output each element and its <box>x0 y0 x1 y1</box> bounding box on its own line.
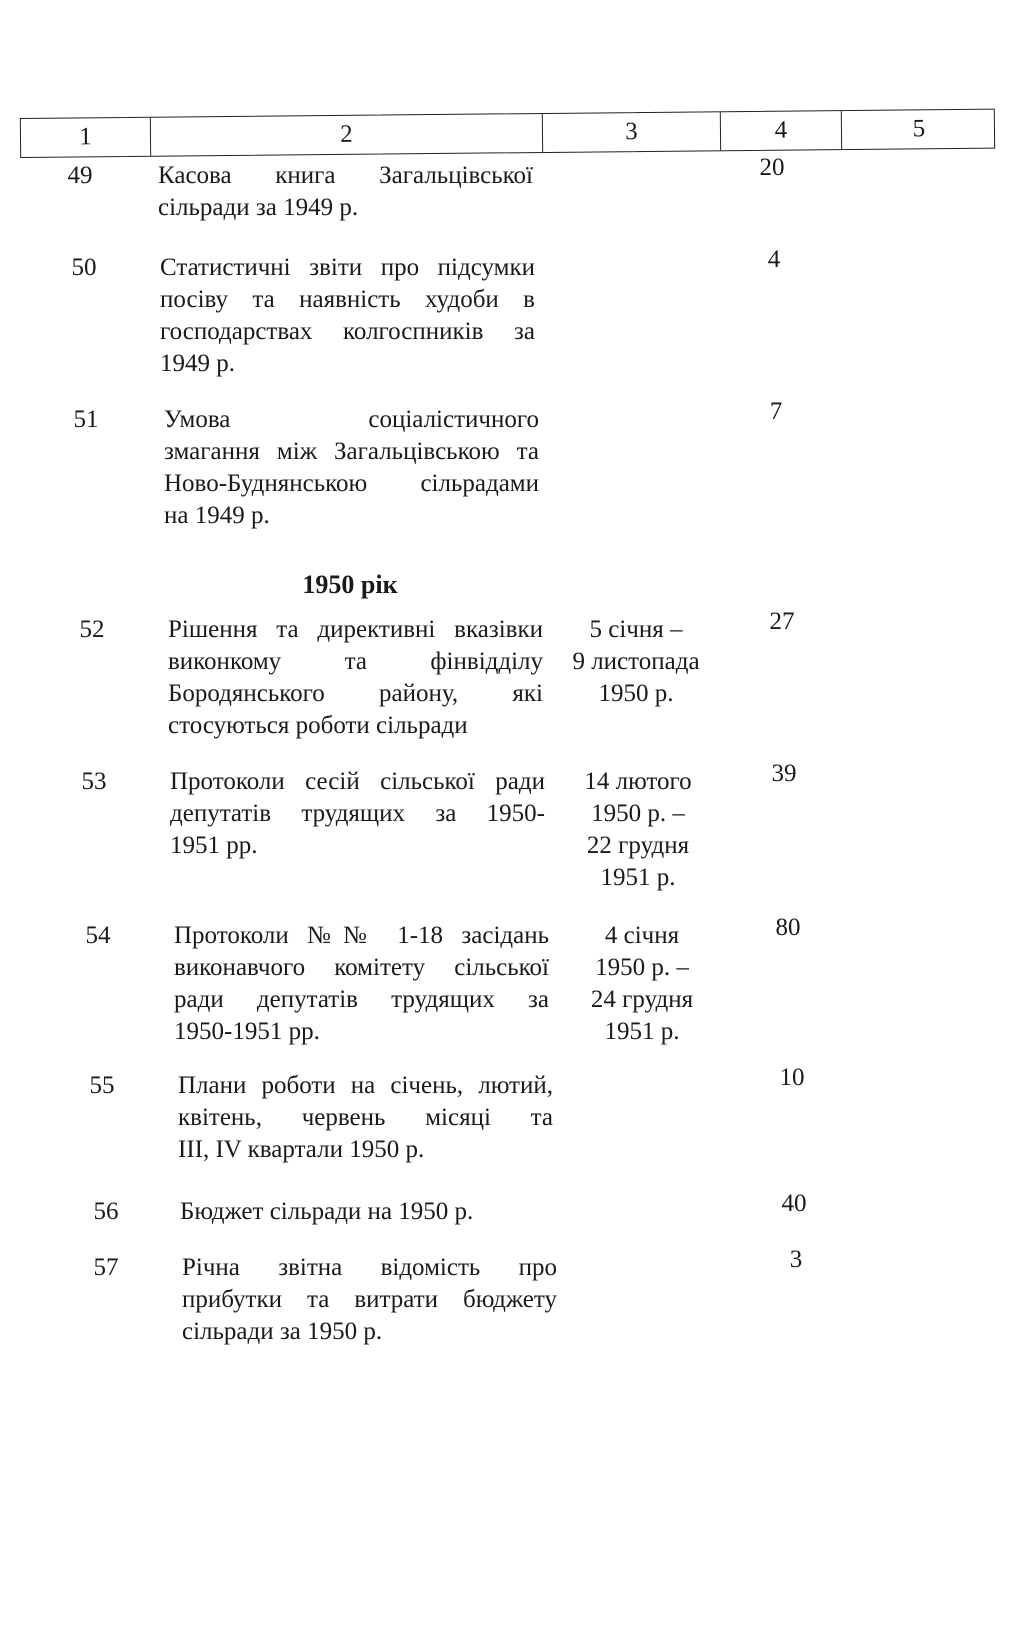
header-col-5: 5 <box>912 115 926 143</box>
item-sheet-count: 3 <box>789 1246 803 1273</box>
item-title <box>160 252 535 380</box>
item-title-line: Ново-Буднянською сільрадами <box>164 470 539 497</box>
item-date-line: 1950 р. – <box>591 800 685 827</box>
item-title-line: сільради за 1950 р. <box>182 1318 383 1345</box>
item-title <box>164 404 539 532</box>
item-title-line: 1950-1951 рр. <box>174 1018 320 1045</box>
item-title <box>168 614 543 742</box>
item-title-line: сільради за 1949 р. <box>158 194 359 221</box>
item-sheet-count: 7 <box>769 398 783 425</box>
item-number: 55 <box>89 1072 115 1099</box>
item-title <box>180 1196 555 1228</box>
item-title-line: ІІІ, IV квартали 1950 р. <box>178 1136 425 1163</box>
item-title-line: Касова книга Загальцівської <box>158 162 533 189</box>
item-title-line: виконкому та фінвідділу <box>168 648 543 675</box>
column-number-header <box>20 109 995 158</box>
header-col-1: 1 <box>21 118 151 157</box>
item-date-line: 9 листопада <box>572 648 700 675</box>
item-number: 51 <box>73 406 99 433</box>
item-title-line: Протоколи №№ 1-18 засідань <box>174 922 549 949</box>
header-col-2: 2 <box>151 114 543 156</box>
item-title-line: прибутки та витрати бюджету <box>182 1286 557 1313</box>
item-title-line: виконавчого комітету сільської <box>174 954 549 981</box>
item-sheet-count: 39 <box>771 760 797 787</box>
item-sheet-count: 40 <box>781 1190 807 1217</box>
item-title-line: Бородянського району, які <box>168 680 543 707</box>
item-number: 53 <box>81 768 107 795</box>
item-title-line: 1949 р. <box>160 350 235 377</box>
item-title-line: на 1949 р. <box>164 502 270 529</box>
item-title-line: стосуються роботи сільради <box>168 712 468 739</box>
item-date-line: 5 січня – <box>589 616 683 643</box>
item-number: 52 <box>79 616 105 643</box>
item-sheet-count: 27 <box>769 608 795 635</box>
item-title <box>174 920 549 1048</box>
item-number: 54 <box>85 922 111 949</box>
item-date-range <box>558 766 718 894</box>
header-col-4: 4 <box>721 111 842 150</box>
item-number: 56 <box>93 1198 119 1225</box>
item-title-line: квітень, червень місяці та <box>178 1104 553 1131</box>
item-date-line: 1950 р. <box>598 680 674 707</box>
item-date-line: 1950 р. – <box>595 954 689 981</box>
item-title-line: 1951 рр. <box>170 832 258 859</box>
item-title-line: Рішення та директивні вказівки <box>168 616 543 643</box>
item-date-line: 1951 р. <box>600 864 676 891</box>
item-title-line: ради депутатів трудящих за <box>174 986 549 1013</box>
item-title-line: посіву та наявність худоби в <box>160 286 535 313</box>
item-number: 49 <box>67 162 93 189</box>
item-date-line: 1951 р. <box>604 1018 680 1045</box>
item-title <box>178 1070 553 1166</box>
item-title-line: Плани роботи на січень, лютий, <box>178 1072 553 1099</box>
item-title-line: депутатів трудящих за 1950- <box>170 800 545 827</box>
item-title <box>170 766 545 862</box>
item-title-line: Умова соціалістичного <box>164 406 539 433</box>
header-col-3: 3 <box>543 112 721 152</box>
item-date-line: 22 грудня <box>586 832 690 859</box>
item-sheet-count: 10 <box>779 1064 805 1091</box>
item-title <box>158 160 533 224</box>
year-heading: 1950 рік <box>302 570 398 599</box>
item-title-line: Статистичні звіти про підсумки <box>160 254 535 281</box>
item-sheet-count: 20 <box>759 154 785 181</box>
item-number: 50 <box>71 254 97 281</box>
item-date-range <box>562 920 722 1048</box>
item-sheet-count: 4 <box>767 246 781 273</box>
item-title-line: Річна звітна відомість про <box>182 1254 557 1281</box>
item-title-line: Бюджет сільради на 1950 р. <box>180 1198 474 1225</box>
item-title-line: Протоколи сесій сільської ради <box>170 768 545 795</box>
item-date-line: 24 грудня <box>590 986 694 1013</box>
item-title-line: змагання між Загальцівською та <box>164 438 539 465</box>
item-title-line: господарствах колгоспників за <box>160 318 535 345</box>
item-date-range <box>556 614 716 710</box>
item-number: 57 <box>93 1254 119 1281</box>
item-title <box>182 1252 557 1348</box>
item-date-line: 4 січня <box>604 922 680 949</box>
item-date-line: 14 лютого <box>584 768 692 795</box>
item-sheet-count: 80 <box>775 914 801 941</box>
